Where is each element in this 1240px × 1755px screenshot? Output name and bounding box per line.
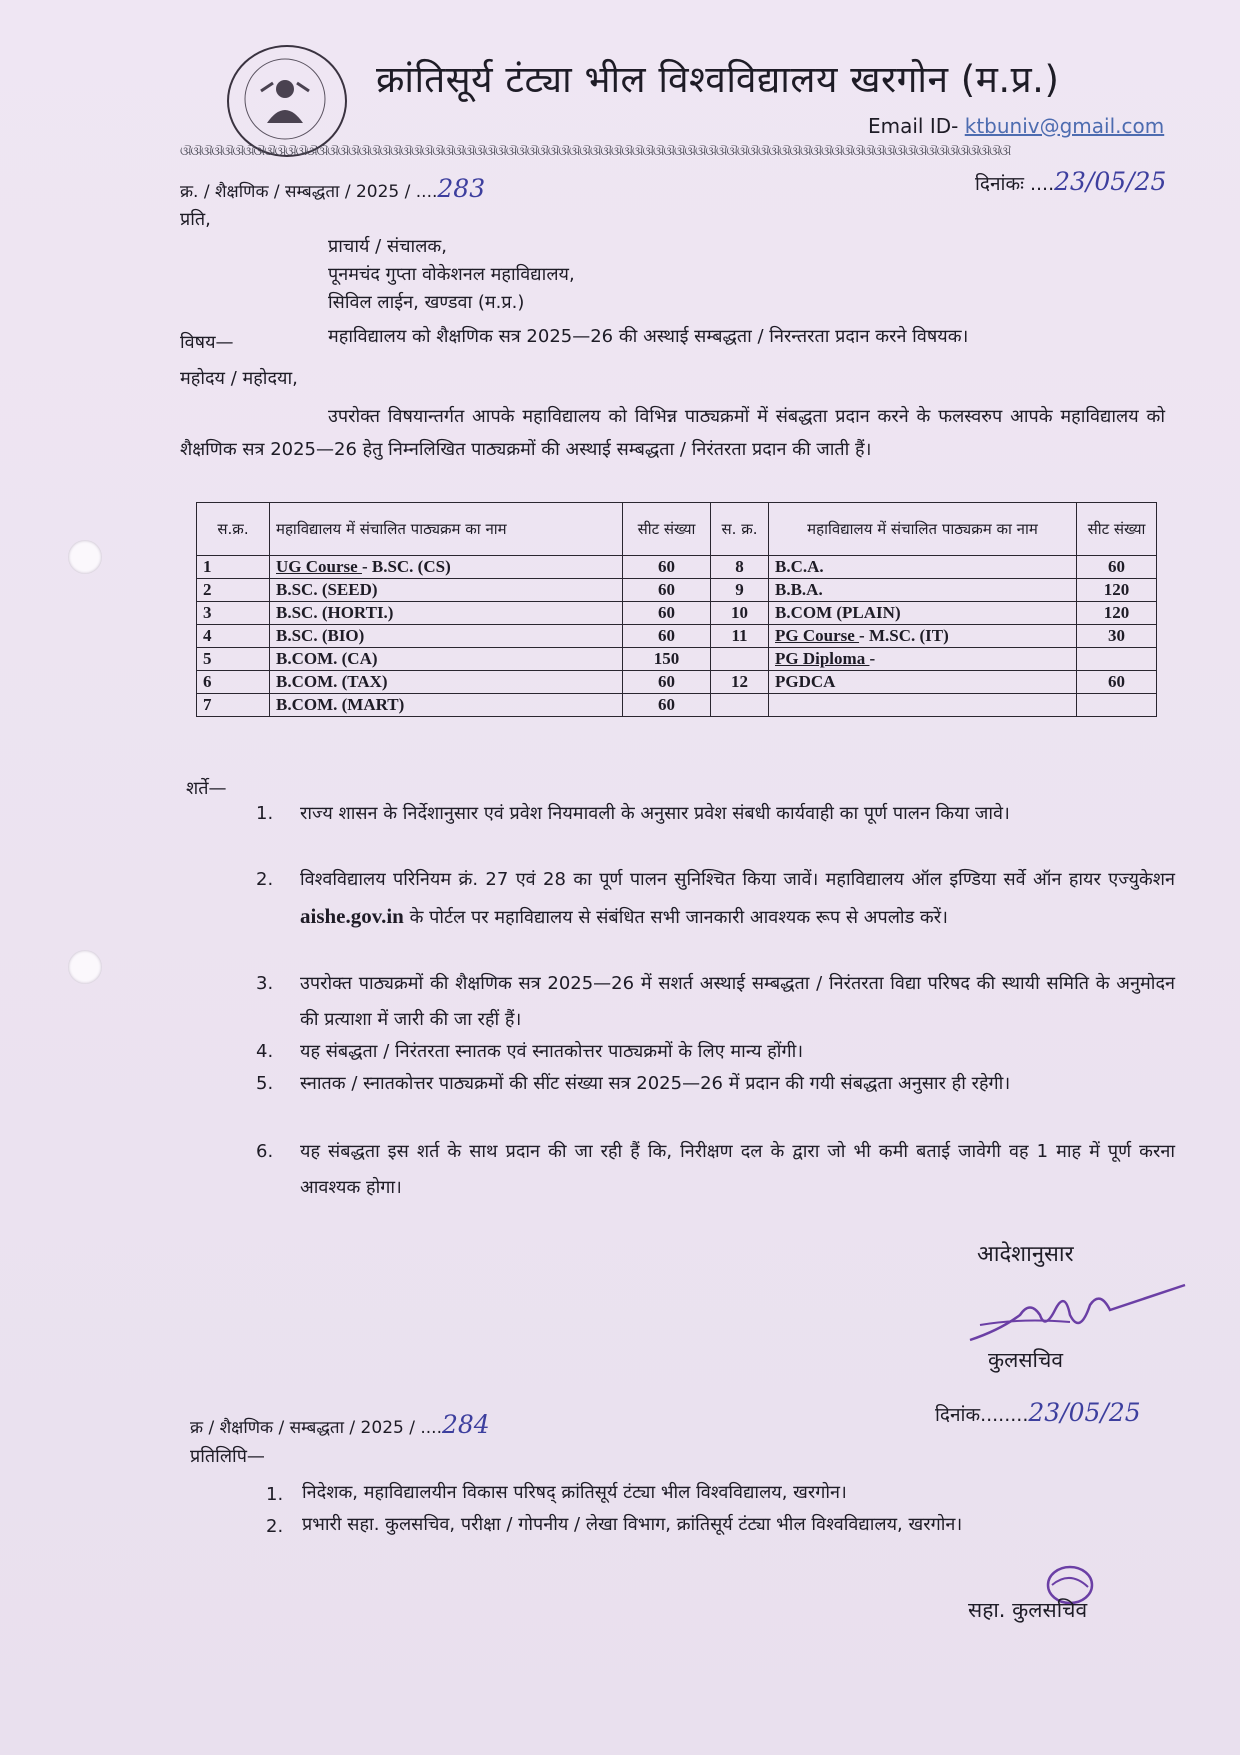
cell-course — [270, 625, 623, 648]
cell-seats — [623, 648, 711, 671]
cell-seats-2 — [1077, 625, 1157, 648]
table-row — [197, 625, 1157, 648]
cell-seats-2 — [1077, 602, 1157, 625]
header-seats: सीट संख्या — [623, 503, 711, 556]
cell-sn-2 — [711, 648, 769, 671]
cell-course — [270, 556, 623, 579]
cell-course-2 — [769, 579, 1077, 602]
cell-seats-2 — [1077, 579, 1157, 602]
cell-course-2 — [769, 671, 1077, 694]
copy-item-text: प्रभारी सहा. कुलसचिव, परीक्षा / गोपनीय / लेखा विभाग, क्रांतिसूर्य टंट्या भील विश्वविद्यालय, खरगोन। — [302, 1514, 963, 1535]
cell-value: 120 — [1103, 580, 1130, 599]
table-header-row — [197, 503, 1157, 556]
condition-text-a: विश्वविद्यालय परिनियम क्रं. 27 एवं 28 का पूर्ण पालन सुनिश्चित किया जावें। महाविद्यालय ऑल इण्डिया सर्वे ऑन हायर एज्युकेशन — [300, 869, 1175, 890]
cell-seats — [623, 602, 711, 625]
cell-value: B.B.A. — [775, 580, 823, 599]
cell-sn-2 — [711, 556, 769, 579]
cell-value: 9 — [735, 580, 744, 599]
copy-label: प्रतिलिपि— — [190, 1446, 265, 1467]
header-sn: स.क्र. — [197, 503, 270, 556]
cell-sn-2 — [711, 694, 769, 717]
cell-value: B.COM (PLAIN) — [775, 603, 901, 622]
cell-value: 60 — [658, 626, 675, 645]
cell-course — [270, 671, 623, 694]
reference-handwritten-number: 283 — [437, 174, 486, 203]
condition-number: 3. — [256, 973, 274, 994]
cell-course-2 — [769, 625, 1077, 648]
cell-seats-2 — [1077, 556, 1157, 579]
by-order-text: आदेशानुसार — [977, 1242, 1074, 1267]
registrar-designation: कुलसचिव — [988, 1348, 1064, 1372]
copy-reference-number: 284 — [441, 1410, 490, 1439]
cell-seats-2 — [1077, 648, 1157, 671]
punch-hole-top — [68, 540, 102, 574]
cell-value: 5 — [203, 649, 212, 668]
header-course: महाविद्यालय में संचालित पाठ्यक्रम का नाम — [270, 503, 623, 556]
cell-course — [270, 602, 623, 625]
cell-value: 4 — [203, 626, 212, 645]
condition-text — [300, 862, 1175, 936]
cell-course-2 — [769, 602, 1077, 625]
condition-item — [256, 966, 1175, 1038]
copy-item-number: 2. — [266, 1516, 284, 1537]
cell-value: 11 — [731, 626, 748, 645]
table-row — [197, 694, 1157, 717]
cell-sn — [197, 671, 270, 694]
cell-value: B.C.A. — [775, 557, 824, 576]
condition-number: 5. — [256, 1073, 274, 1094]
header-sn-2: स. क्र. — [711, 503, 769, 556]
condition-text: राज्य शासन के निर्देशानुसार एवं प्रवेश नियमावली के अनुसार प्रवेश संबधी कार्यवाही का पूर्ण पालन किया जावे। — [300, 803, 1010, 824]
punch-hole-bottom — [68, 950, 102, 984]
copy-reference-label: क्र / शैक्षणिक / सम्बद्धता / 2025 / .... — [190, 1418, 442, 1438]
cell-sn-2 — [711, 579, 769, 602]
subject-text: महाविद्यालय को शैक्षणिक सत्र 2025—26 की अस्थाई सम्बद्धता / निरन्तरता प्रदान करने विषयक। — [328, 326, 969, 347]
cell-sn — [197, 694, 270, 717]
condition-item — [256, 1134, 1175, 1206]
issue-date — [975, 167, 1166, 196]
cell-course — [270, 648, 623, 671]
date-label: दिनांकः .... — [975, 173, 1055, 195]
copy-date-handwritten: 23/05/25 — [1028, 1398, 1141, 1427]
copy-date — [935, 1398, 1141, 1427]
condition-number: 6. — [256, 1141, 274, 1162]
condition-number: 4. — [256, 1041, 274, 1062]
cell-value: B.COM. (CA) — [276, 649, 378, 668]
portal-url: aishe.gov.in — [300, 904, 404, 928]
cell-value: 60 — [1108, 672, 1125, 691]
reference-label: क्र. / शैक्षणिक / सम्बद्धता / 2025 / .... — [180, 182, 438, 202]
cell-value: - M.SC. (IT) — [859, 626, 949, 645]
condition-item — [256, 1066, 1175, 1102]
assistant-registrar-designation: सहा. कुलसचिव — [968, 1598, 1088, 1622]
condition-text: यह संबद्धता / निरंतरता स्नातक एवं स्नातकोत्तर पाठ्यक्रमों के लिए मान्य होंगी। — [300, 1041, 804, 1062]
cell-sn-2 — [711, 671, 769, 694]
cell-value: B.COM. (TAX) — [276, 672, 388, 691]
university-name: क्रांतिसूर्य टंट्या भील विश्वविद्यालय खरगोन (म.प्र.) — [376, 58, 1060, 101]
cell-seats — [623, 671, 711, 694]
cell-value: 60 — [658, 580, 675, 599]
cell-value: 120 — [1103, 603, 1130, 622]
cell-value: PGDCA — [775, 672, 836, 691]
copy-item-text: निदेशक, महाविद्यालयीन विकास परिषद् क्रांतिसूर्य टंट्या भील विश्वविद्यालय, खरगोन। — [302, 1482, 847, 1503]
decorative-border: ଔଔଔଔଔଔଔଔଔଔଔଔଔଔଔଔଔଔଔଔଔଔଔଔଔଔଔଔଔଔଔଔଔଔଔଔଔଔଔଔଔଔଔଔଔଔଔଔଔଔଔଔଔଔଔଔଔଔଔଔଔଔଔଔଔଔଔଔଔଔଔଔଔଔଔଔଔଔଔ — [180, 144, 1011, 158]
cell-value: 60 — [658, 603, 675, 622]
table-row — [197, 602, 1157, 625]
table-row — [197, 579, 1157, 602]
condition-text: यह संबद्धता इस शर्त के साथ प्रदान की जा रही हैं कि, निरीक्षण दल के द्वारा जो भी कमी बताई जावेगी वह 1 माह में पूर्ण करना आवश्यक होगा। — [300, 1141, 1175, 1198]
condition-item — [256, 1034, 1175, 1070]
table-row — [197, 556, 1157, 579]
condition-item — [256, 862, 1175, 936]
header-seats-2: सीट संख्या — [1077, 503, 1157, 556]
cell-value: 6 — [203, 672, 212, 691]
cell-value: 10 — [731, 603, 748, 622]
cell-seats-2 — [1077, 694, 1157, 717]
cell-sn — [197, 579, 270, 602]
salutation: महोदय / महोदया, — [180, 368, 298, 389]
cell-seats-2 — [1077, 671, 1157, 694]
cell-value: 60 — [658, 695, 675, 714]
cell-sn-2 — [711, 602, 769, 625]
course-level-prefix: PG Course — [775, 626, 860, 645]
copy-reference — [190, 1410, 490, 1439]
addressee-line1: प्राचार्य / संचालक, — [328, 236, 447, 257]
cell-seats — [623, 694, 711, 717]
cell-sn — [197, 648, 270, 671]
email-link[interactable]: ktbuniv@gmail.com — [964, 114, 1165, 138]
cell-sn — [197, 556, 270, 579]
condition-number: 1. — [256, 803, 274, 824]
course-level-prefix: PG Diploma — [775, 649, 870, 668]
prati-label: प्रति, — [180, 209, 211, 230]
email-label: Email ID- — [868, 114, 959, 138]
addressee-line3: सिविल लाईन, खण्डवा (म.प्र.) — [328, 292, 525, 313]
cell-course-2 — [769, 648, 1077, 671]
cell-value: B.COM. (MART) — [276, 695, 405, 714]
cell-sn-2 — [711, 625, 769, 648]
cell-value: 30 — [1108, 626, 1125, 645]
courses-table — [196, 502, 1157, 717]
table-row — [197, 648, 1157, 671]
email-line — [868, 114, 1164, 138]
copy-date-label: दिनांक........ — [935, 1404, 1029, 1426]
cell-value: B.SC. (SEED) — [276, 580, 378, 599]
reference-number — [180, 174, 485, 203]
cell-value: 2 — [203, 580, 212, 599]
course-level-prefix: UG Course — [276, 557, 362, 576]
body-paragraph: उपरोक्त विषयान्तर्गत आपके महाविद्यालय को विभिन्न पाठ्यक्रमों में संबद्धता प्रदान करने के फलस्वरुप आपके महाविद्यालय को शैक्षणिक सत्र 2025—26 हेतु निम्नलिखित पाठ्यक्रमों की अस्थाई सम्बद्धता / निरंतरता प्रदान की जाती हैं। — [180, 406, 1165, 460]
conditions-label: शर्ते— — [186, 778, 227, 799]
table-row — [197, 671, 1157, 694]
copy-item-number: 1. — [266, 1484, 284, 1505]
header-course-2: महाविद्यालय में संचालित पाठ्यक्रम का नाम — [769, 503, 1077, 556]
condition-text: उपरोक्त पाठ्यक्रमों की शैक्षणिक सत्र 2025—26 में सशर्त अस्थाई सम्बद्धता / निरंतरता विद्या परिषद की स्थायी समिति के अनुमोदन की प्रत्याशा में जारी की जा रहीं हैं। — [300, 973, 1175, 1030]
condition-text-b: के पोर्टल पर महाविद्यालय से संबंधित सभी जानकारी आवश्यक रूप से अपलोड करें। — [409, 907, 948, 928]
condition-text: स्नातक / स्नातकोत्तर पाठ्यक्रमों की सींट संख्या सत्र 2025—26 में प्रदान की गयी संबद्धता अनुसार ही रहेगी। — [300, 1073, 1011, 1094]
condition-item — [256, 796, 1175, 832]
cell-course-2 — [769, 556, 1077, 579]
cell-course-2 — [769, 694, 1077, 717]
cell-course — [270, 579, 623, 602]
condition-number: 2. — [256, 869, 274, 890]
subject-label: विषय— — [180, 332, 234, 353]
cell-seats — [623, 556, 711, 579]
cell-value: 1 — [203, 557, 212, 576]
cell-value: 12 — [731, 672, 748, 691]
cell-seats — [623, 579, 711, 602]
cell-sn — [197, 625, 270, 648]
cell-value: B.SC. (HORTI.) — [276, 603, 394, 622]
cell-sn — [197, 602, 270, 625]
cell-course — [270, 694, 623, 717]
cell-value: 150 — [653, 649, 680, 668]
cell-seats — [623, 625, 711, 648]
cell-value: B.SC. (BIO) — [276, 626, 365, 645]
cell-value: - — [869, 649, 876, 668]
university-logo — [227, 45, 347, 157]
cell-value: 60 — [658, 557, 675, 576]
cell-value: 8 — [735, 557, 744, 576]
cell-value: 60 — [1108, 557, 1125, 576]
cell-value: 3 — [203, 603, 212, 622]
cell-value: - B.SC. (CS) — [361, 557, 451, 576]
cell-value: 60 — [658, 672, 675, 691]
date-handwritten: 23/05/25 — [1054, 167, 1167, 196]
addressee-line2: पूनमचंद गुप्ता वोकेशनल महाविद्यालय, — [328, 264, 575, 285]
cell-value: 7 — [203, 695, 212, 714]
